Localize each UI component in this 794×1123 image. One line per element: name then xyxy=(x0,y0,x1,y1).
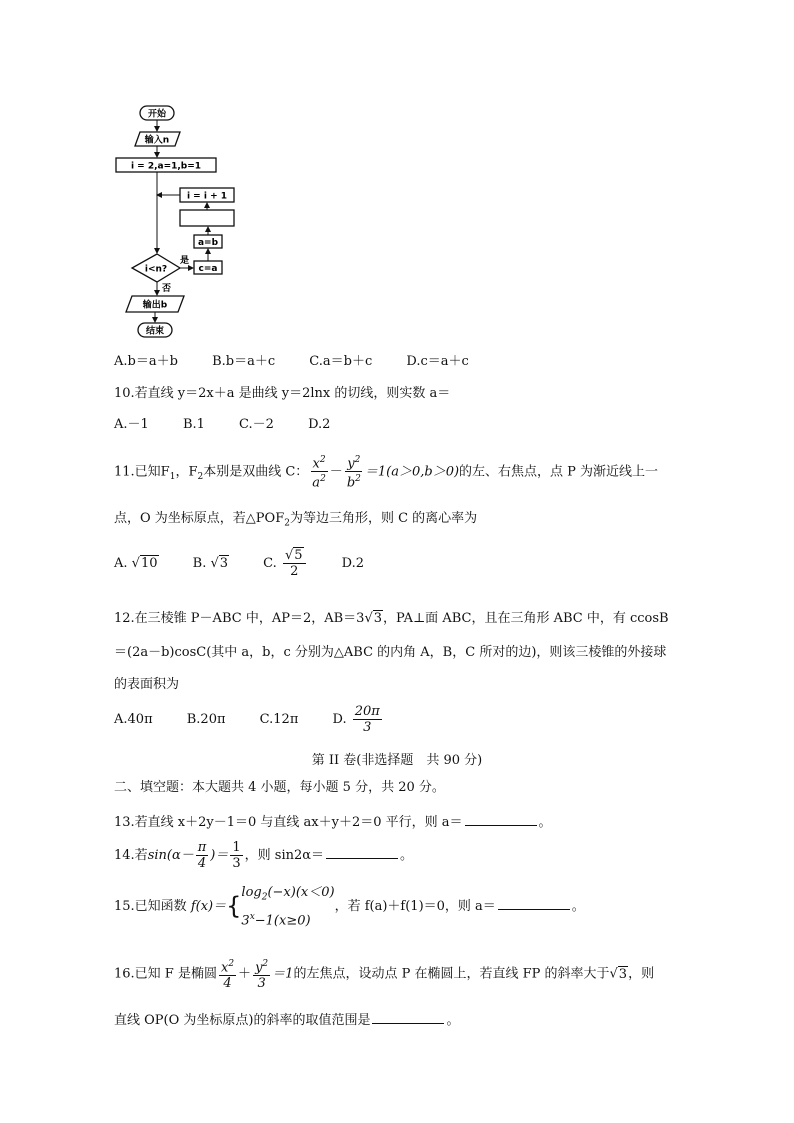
flow-yes-label: 是 xyxy=(180,256,190,266)
flow-incr-label: i = i + 1 xyxy=(186,191,228,202)
q12-line2: ＝(2a－b)cosC(其中 a，b，c 分别为△ABC 的内角 A，B，C 所对的边)，则该三棱锥的外接球 xyxy=(114,645,667,660)
q13: 13.若直线 x＋2y－1＝0 与直线 ax＋y＋2＝0 平行，则 a＝ 。 xyxy=(114,815,552,830)
q13-answer-blank xyxy=(465,813,537,826)
q11-line2: 点，O 为坐标原点，若$\triangle POF_2$为等边三角形，则 C 的离心率为 xyxy=(114,511,478,529)
q9-option-d: D.c＝a＋c xyxy=(406,354,469,369)
q11-option-b: B. xyxy=(192,556,207,571)
flow-init-label: i = 2,a=1,b=1 xyxy=(130,161,202,172)
flowchart xyxy=(110,100,260,345)
q12-line1: 12.在三棱锥 P－ABC 中，AP＝2，AB＝3√3，PA⊥面 ABC，且在三角形 ABC 中，有 ccosB xyxy=(114,611,669,626)
q12-option-c: C.12π xyxy=(259,712,299,727)
q9-option-c: C.a＝b＋c xyxy=(309,354,373,369)
flow-output-label: 输出b xyxy=(142,300,168,311)
q10-option-b: B.1 xyxy=(182,417,205,432)
q10-option-c: C.－2 xyxy=(239,417,274,432)
flow-ab-label: a=b xyxy=(197,238,219,248)
q9-options xyxy=(114,353,499,371)
flow-end-label: 结束 xyxy=(145,326,165,337)
section-title: 第 II 卷(非选择题 共 90 分) xyxy=(311,753,483,768)
q10-option-d: D.2 xyxy=(308,417,331,432)
q14: 14.若sin(α－ $\frac{\pi}{4}$ )＝ $\frac{1}{3}$ ，则 sin2α＝ 。 xyxy=(114,840,414,871)
q10-options xyxy=(114,416,360,434)
q16-answer-blank xyxy=(372,1011,444,1024)
q12-option-a: A.40π xyxy=(114,712,153,727)
q16-line1: 16.已知 F 是椭圆 $\frac{x^2}{4}$ ＋ $\frac{y^2}{3}$ ＝1的左焦点，设动点 P 在椭圆上，若直线 FP 的斜率大于√3，则 xyxy=(114,959,655,992)
q15: 15.已知函数 f(x)＝{ $\log_2(-x)(x<0)$ $3^x-1(x\ge 0)$ ，若 f(a)＋f(1)＝0，则 a＝ 。 xyxy=(114,885,585,928)
flow-start-label: 开始 xyxy=(147,109,167,120)
flow-condition-label: i<n? xyxy=(144,264,168,275)
q10-option-a: A.－1 xyxy=(114,417,149,432)
flow-blank-node xyxy=(180,210,234,226)
q11-line1: 11.已知$F_1$，$F_2$本别是双曲线 C： $\frac{x^2}{a^2}$ － $\frac{y^2}{b^2}$ ＝1(a＞0,b＞0)的左、右焦点，点 P 为渐近线上一 xyxy=(114,455,659,491)
flow-ca-label: c=a xyxy=(198,264,218,274)
q12-option-b: B.20π xyxy=(186,712,226,727)
q11-option-a: A. xyxy=(114,556,128,571)
q12-option-d: D. xyxy=(332,712,347,727)
q12-line3: 的表面积为 xyxy=(114,677,180,692)
q11-options: A. √10 B. √3 C. $\frac{√5}{2}$ D.2 xyxy=(114,548,365,579)
q15-answer-blank xyxy=(498,897,570,910)
q9-option-b: B.b＝a＋c xyxy=(212,354,276,369)
q9-option-a: A.b＝a＋b xyxy=(114,354,178,369)
q12-options: A.40π B.20π C.12π D. $\frac{20\pi}{3}$ xyxy=(114,704,380,735)
q14-answer-blank xyxy=(326,846,398,859)
q11-option-c: C. xyxy=(263,556,277,571)
q10-stem: 10.若直线 y＝2x＋a 是曲线 y＝2lnx 的切线，则实数 a＝ xyxy=(114,386,451,401)
q16-line2: 直线 OP(O 为坐标原点)的斜率的取值范围是 。 xyxy=(114,1013,460,1028)
flow-input-label: 输入n xyxy=(144,135,170,146)
section-header: 二、填空题：本大题共 4 小题，每小题 5 分，共 20 分。 xyxy=(114,780,445,795)
flow-no-label: 否 xyxy=(162,284,172,294)
q11-option-d: D.2 xyxy=(341,556,365,571)
